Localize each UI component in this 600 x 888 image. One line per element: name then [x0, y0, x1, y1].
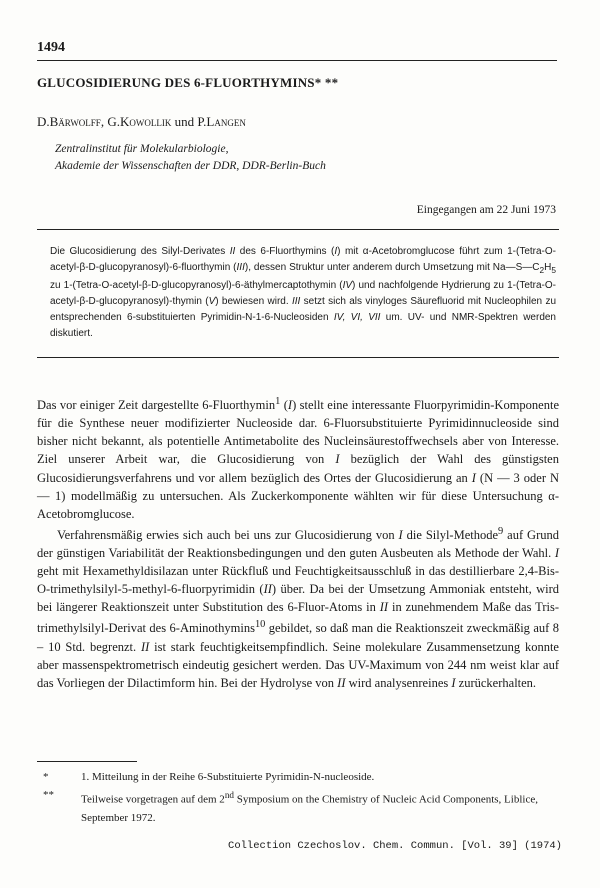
compound-ref: V: [208, 296, 216, 308]
footnote-text: 1. Mitteilung in der Reihe 6-Substituierte Pyrimidin-N-nucleoside.: [81, 771, 375, 783]
text-run: gebildet, so daß man die Reaktionszeit zweckmäßig auf 8 – 10 Std. begrenzt.: [37, 621, 559, 654]
compound-ref: II: [140, 639, 150, 654]
affiliation-line: Akademie der Wissenschaften der DDR, DDR-Berlin-Buch: [55, 160, 326, 172]
compound-ref: II: [229, 246, 236, 257]
text-run: ist stark feuchtigkeitsempfindlich. Seine molekulare Zusammensetzung konnte aber massenspektrometrisch eindeutig gesichert werden. Das UV-Maximum von 244 nm weist klar auf das Vorliegen der Dilactimform hin. Bei der Hydrolyse von: [37, 639, 559, 690]
reference-superscript: 1: [275, 396, 281, 407]
text-run: (N — 3 oder N — 1) modellmäßig zu untersuchen. Als Zuckerkomponente wählten wir für diese Untersuchung α-Acetobromglucose.: [37, 470, 559, 521]
abstract-text: setzt sich als vinyloges Säurefluorid mit Nucleophilen zu entsprechenden 6-substituierten Pyrimidin-N-1-6-Nucleosiden: [50, 296, 557, 323]
compound-ref: I: [471, 470, 476, 485]
compound-ref: II: [379, 600, 389, 615]
text-run: Das vor einiger Zeit dargestellte 6-Fluorthymin: [37, 398, 276, 413]
abstract-text: des 6-Fluorthymins (: [235, 246, 335, 257]
abstract-text: ), dessen Struktur unter anderem durch Umsetzung mit Na—S—C: [244, 261, 540, 273]
article-title: GLUCOSIDIERUNG DES 6-FLUORTHYMINS* **: [37, 75, 339, 90]
compound-ref: I: [287, 398, 293, 413]
subscript: 2: [539, 264, 545, 275]
reference-superscript: 9: [498, 525, 504, 537]
text-run: (: [280, 398, 288, 413]
received-date: Eingegangen am 22 Juni 1973: [416, 204, 556, 216]
footnotes: [37, 768, 559, 827]
text-run: ) stellt eine interessante Fluorpyrimidin-Komponente für die Synthese neuer modifizierter Nucleoside dar. 6-Fluorsubstituierte Pyrimidinnucleoside sind bisher nicht bekannt, als potentielle Antimetabolite des Nucleinsäurestoffwechsels aber von Interesse. Ziel unserer Arbeit war, die Glucosidierung von: [37, 398, 559, 467]
compound-ref: I: [451, 675, 456, 690]
text-run: geht mit Hexamethyldisilazan unter Rückfluß und Feuchtigkeitsausschluß in das destillierbare 2,4-Bis-O-trimethylsilyl-5-methyl-6-fluorpyrimidin (: [37, 564, 559, 597]
compound-ref: III: [291, 296, 301, 308]
abstract-text: ) bewiesen wird.: [215, 296, 292, 308]
text-run: zurückerhalten.: [455, 675, 537, 690]
text-run: in zunehmendem Maße das Tris-trimethylsilyl-Derivat des 6-Aminothymins: [37, 600, 559, 636]
abstract: [50, 244, 556, 341]
body-paragraph-2: [37, 523, 559, 692]
subscript: 5: [551, 264, 557, 275]
author-name: P.Langen: [197, 114, 246, 129]
body-paragraph-1: [37, 393, 559, 523]
abstract-text: ) und nachfolgende Hydrierung zu 1-(Tetra-O-acetyl-β-D-glucopyranosyl)-thymin (: [50, 280, 556, 308]
abstract-text: um. UV- und NMR-Spektren werden diskutiert.: [50, 311, 556, 339]
compound-ref: I: [334, 246, 338, 257]
compound-ref: IV, VI, VII: [333, 311, 381, 323]
text-run: wird analysenreines: [345, 675, 452, 690]
author-separator: ,: [100, 114, 108, 129]
author-name: G.Kowollik: [107, 114, 172, 129]
compound-ref: IV: [342, 280, 353, 292]
author-name: D.Bärwolff: [37, 114, 101, 129]
abstract-text: zu 1-(Tetra-O-acetyl-β-D-glucopyranosyl)-6-äthylmercaptothymin (: [50, 280, 343, 292]
journal-reference: Collection Czechoslov. Chem. Commun. [Vol. 39] (1974): [228, 840, 562, 852]
text-run: auf Grund der günstigen Variabilität der Reaktionsbedingungen und den guten Ausbeuten als Methode der Wahl.: [37, 527, 559, 561]
footnote-text: Teilweise vorgetragen auf dem 2: [81, 793, 225, 806]
footnote-mark: *: [43, 771, 49, 783]
ordinal-superscript: nd: [224, 790, 234, 800]
text-run: Verfahrensmäßig erwies sich auch bei uns zur Glucosidierung von: [57, 527, 399, 542]
compound-ref: I: [335, 452, 340, 467]
author-separator: und: [171, 114, 198, 129]
page-number: 1494: [37, 40, 65, 55]
compound-ref: II: [337, 675, 346, 690]
footnote-text: Symposium on the Chemistry of Nucleic Acid Components, Liblice, September 1972.: [81, 793, 538, 824]
text-run: ) über. Da bei der Umsetzung Ammoniak entsteht, wird bei längerer Reaktionszeit unter Substitution des 6-Fluor-Atoms in: [37, 582, 559, 615]
body-text: [37, 393, 559, 692]
compound-ref: II: [263, 582, 272, 597]
footnote: [37, 786, 559, 827]
header-rule: [37, 60, 557, 61]
text-run: die Silyl-Methode: [402, 527, 499, 542]
footnote-rule: [37, 761, 137, 762]
compound-ref: III: [236, 261, 245, 273]
reference-superscript: 10: [254, 619, 266, 631]
abstract-text: H: [544, 261, 552, 273]
abstract-text: Die Glucosidierung des Silyl-Derivates: [50, 246, 230, 257]
abstract-text: ) mit α-Acetobromglucose führt zum 1-(Tetra-O-acetyl-β-D-glucopyranosyl)-6-fluorthymin (: [50, 246, 556, 273]
affiliation-line: Zentralinstitut für Molekularbiologie,: [55, 143, 229, 155]
author-list: [37, 114, 246, 130]
text-run: bezüglich der Wahl des günstigsten Glucosidierungsverfahrens und vor allem bezüglich des Ortes der Glucosidierung an: [37, 452, 559, 485]
footnote: [37, 768, 559, 786]
footnote-mark: **: [43, 789, 54, 801]
compound-ref: I: [398, 527, 403, 542]
compound-ref: I: [554, 546, 559, 561]
